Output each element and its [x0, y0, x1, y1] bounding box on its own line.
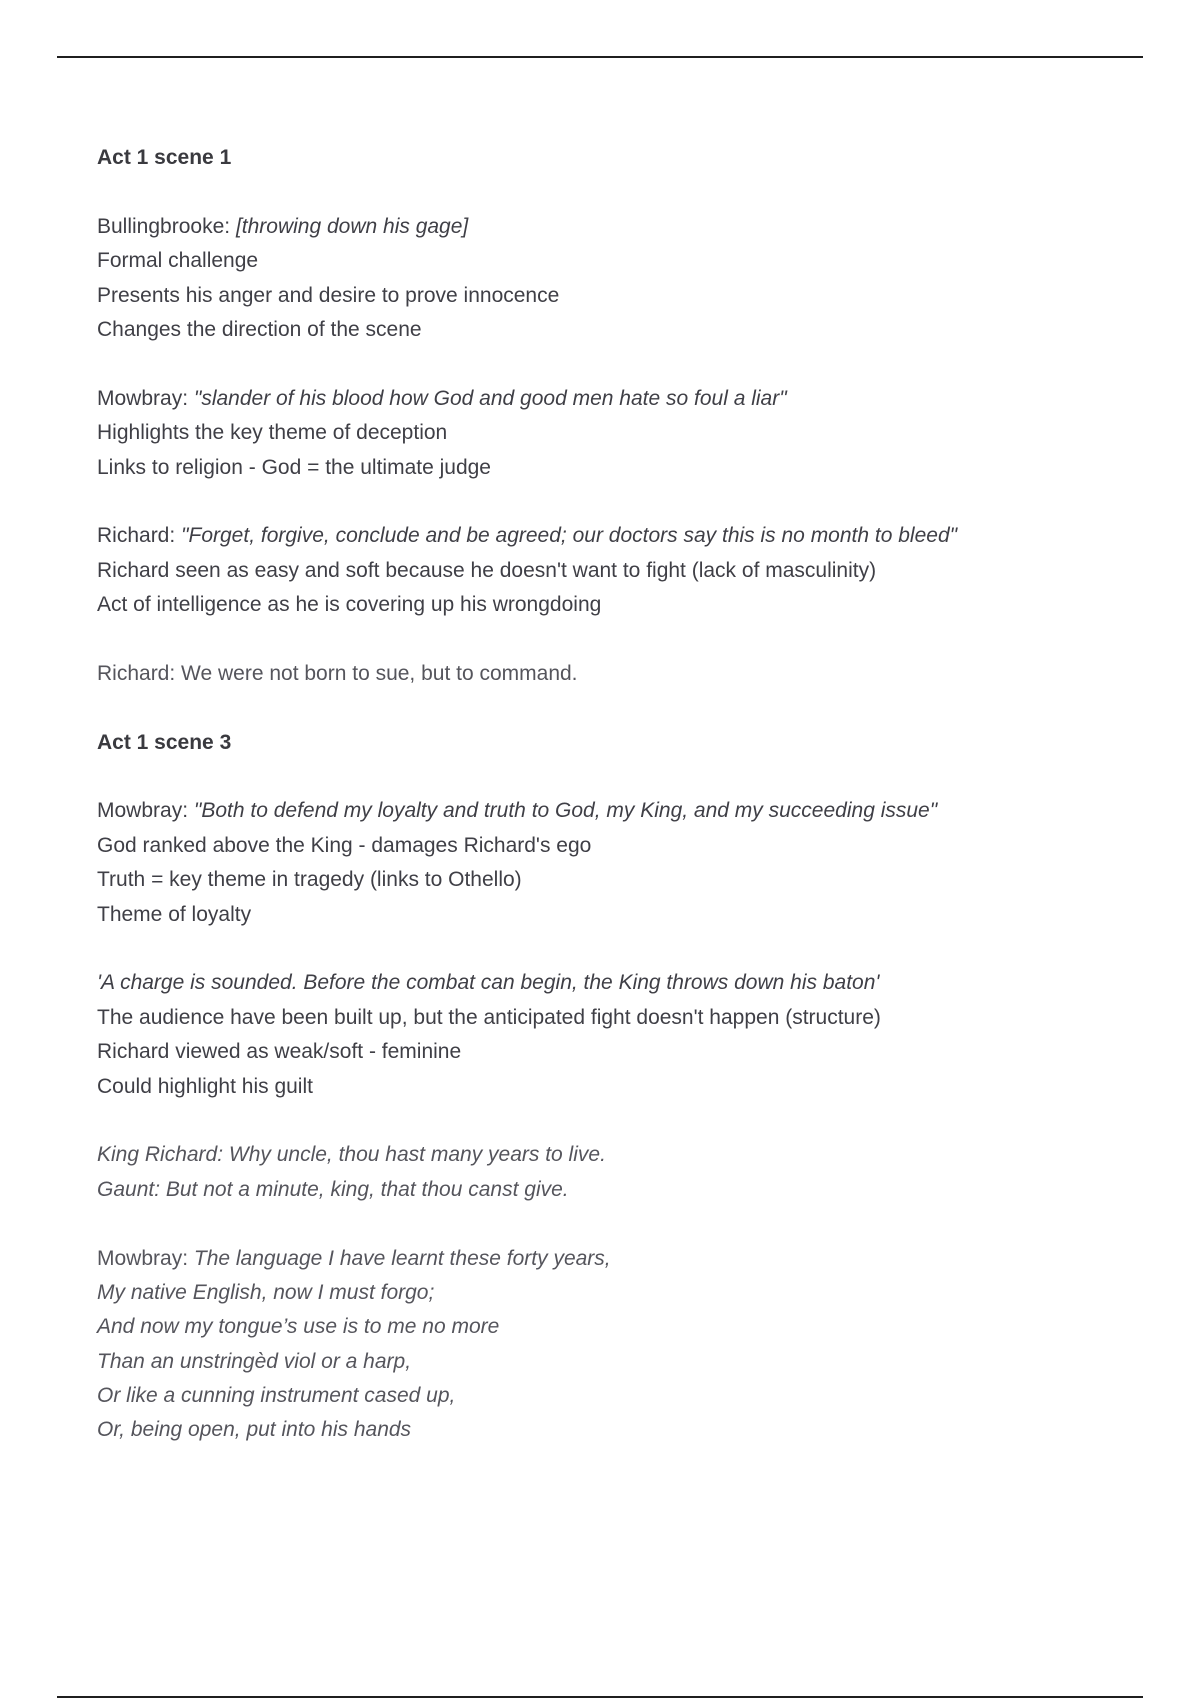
note-line: Theme of loyalty: [97, 902, 252, 926]
dialogue-line: Gaunt: But not a minute, king, that thou canst give.: [97, 1177, 569, 1201]
spacer: [97, 1207, 1097, 1241]
spacer: [97, 760, 1097, 794]
document-page: [97, 141, 1097, 1448]
quote-line-richard-command: Richard: We were not born to sue, but to command.: [97, 661, 578, 685]
speaker-name: Richard:: [97, 524, 176, 548]
note-line: Act of intelligence as he is covering up his wrongdoing: [97, 593, 602, 617]
spacer: [97, 691, 1097, 725]
quote-line-richard: [97, 519, 1097, 553]
note-line: Richard viewed as weak/soft - feminine: [97, 1040, 462, 1064]
quote-text: "Both to defend my loyalty and truth to God, my King, and my succeeding issue": [193, 799, 938, 823]
verse-line: Than an unstringèd viol or a harp,: [97, 1349, 412, 1373]
verse-line-mowbray: [97, 1242, 1097, 1276]
note-line: Links to religion - God = the ultimate judge: [97, 455, 491, 479]
spacer: [97, 622, 1097, 656]
spacer: [97, 932, 1097, 966]
spacer: [97, 347, 1097, 381]
note-line: The audience have been built up, but the anticipated fight doesn't happen (structure): [97, 1005, 881, 1029]
spacer: [97, 485, 1097, 519]
quote-line-mowbray: [97, 382, 1097, 416]
speaker-name: Mowbray:: [97, 799, 189, 823]
section-title-act1-scene3: Act 1 scene 3: [97, 730, 232, 754]
dialogue-line: King Richard: Why uncle, thou hast many years to live.: [97, 1143, 606, 1167]
note-line: Changes the direction of the scene: [97, 317, 422, 341]
note-line: Truth = key theme in tragedy (links to Othello): [97, 868, 522, 892]
spacer: [97, 175, 1097, 209]
quote-text: [throwing down his gage]: [235, 214, 469, 238]
verse-line: Or like a cunning instrument cased up,: [97, 1384, 456, 1408]
note-line: Highlights the key theme of deception: [97, 421, 448, 445]
note-line: God ranked above the King - damages Richard's ego: [97, 833, 592, 857]
note-line: Could highlight his guilt: [97, 1074, 313, 1098]
speaker-name: Bullingbrooke:: [97, 214, 231, 238]
verse-line: And now my tongue’s use is to me no more: [97, 1315, 500, 1339]
quote-text: "Forget, forgive, conclude and be agreed; our doctors say this is no month to bleed": [181, 524, 958, 548]
note-line: Presents his anger and desire to prove innocence: [97, 283, 560, 307]
quote-line-mowbray-loyalty: [97, 794, 1097, 828]
bottom-rule: [57, 1696, 1143, 1698]
quote-line-bullingbrooke: [97, 210, 1097, 244]
speaker-name: Mowbray:: [97, 386, 189, 410]
note-line: Formal challenge: [97, 249, 259, 273]
note-line: Richard seen as easy and soft because he doesn't want to fight (lack of masculinity): [97, 558, 877, 582]
quote-text: "slander of his blood how God and good men hate so foul a liar": [193, 386, 787, 410]
verse-text: The language I have learnt these forty years,: [193, 1246, 611, 1270]
top-rule: [57, 56, 1143, 58]
section-title-act1-scene1: Act 1 scene 1: [97, 146, 232, 169]
speaker-name: Mowbray:: [97, 1246, 189, 1270]
spacer: [97, 1104, 1097, 1138]
verse-line: Or, being open, put into his hands: [97, 1418, 412, 1442]
stage-direction-line: 'A charge is sounded. Before the combat can begin, the King throws down his baton': [97, 971, 880, 995]
verse-line: My native English, now I must forgo;: [97, 1280, 435, 1304]
